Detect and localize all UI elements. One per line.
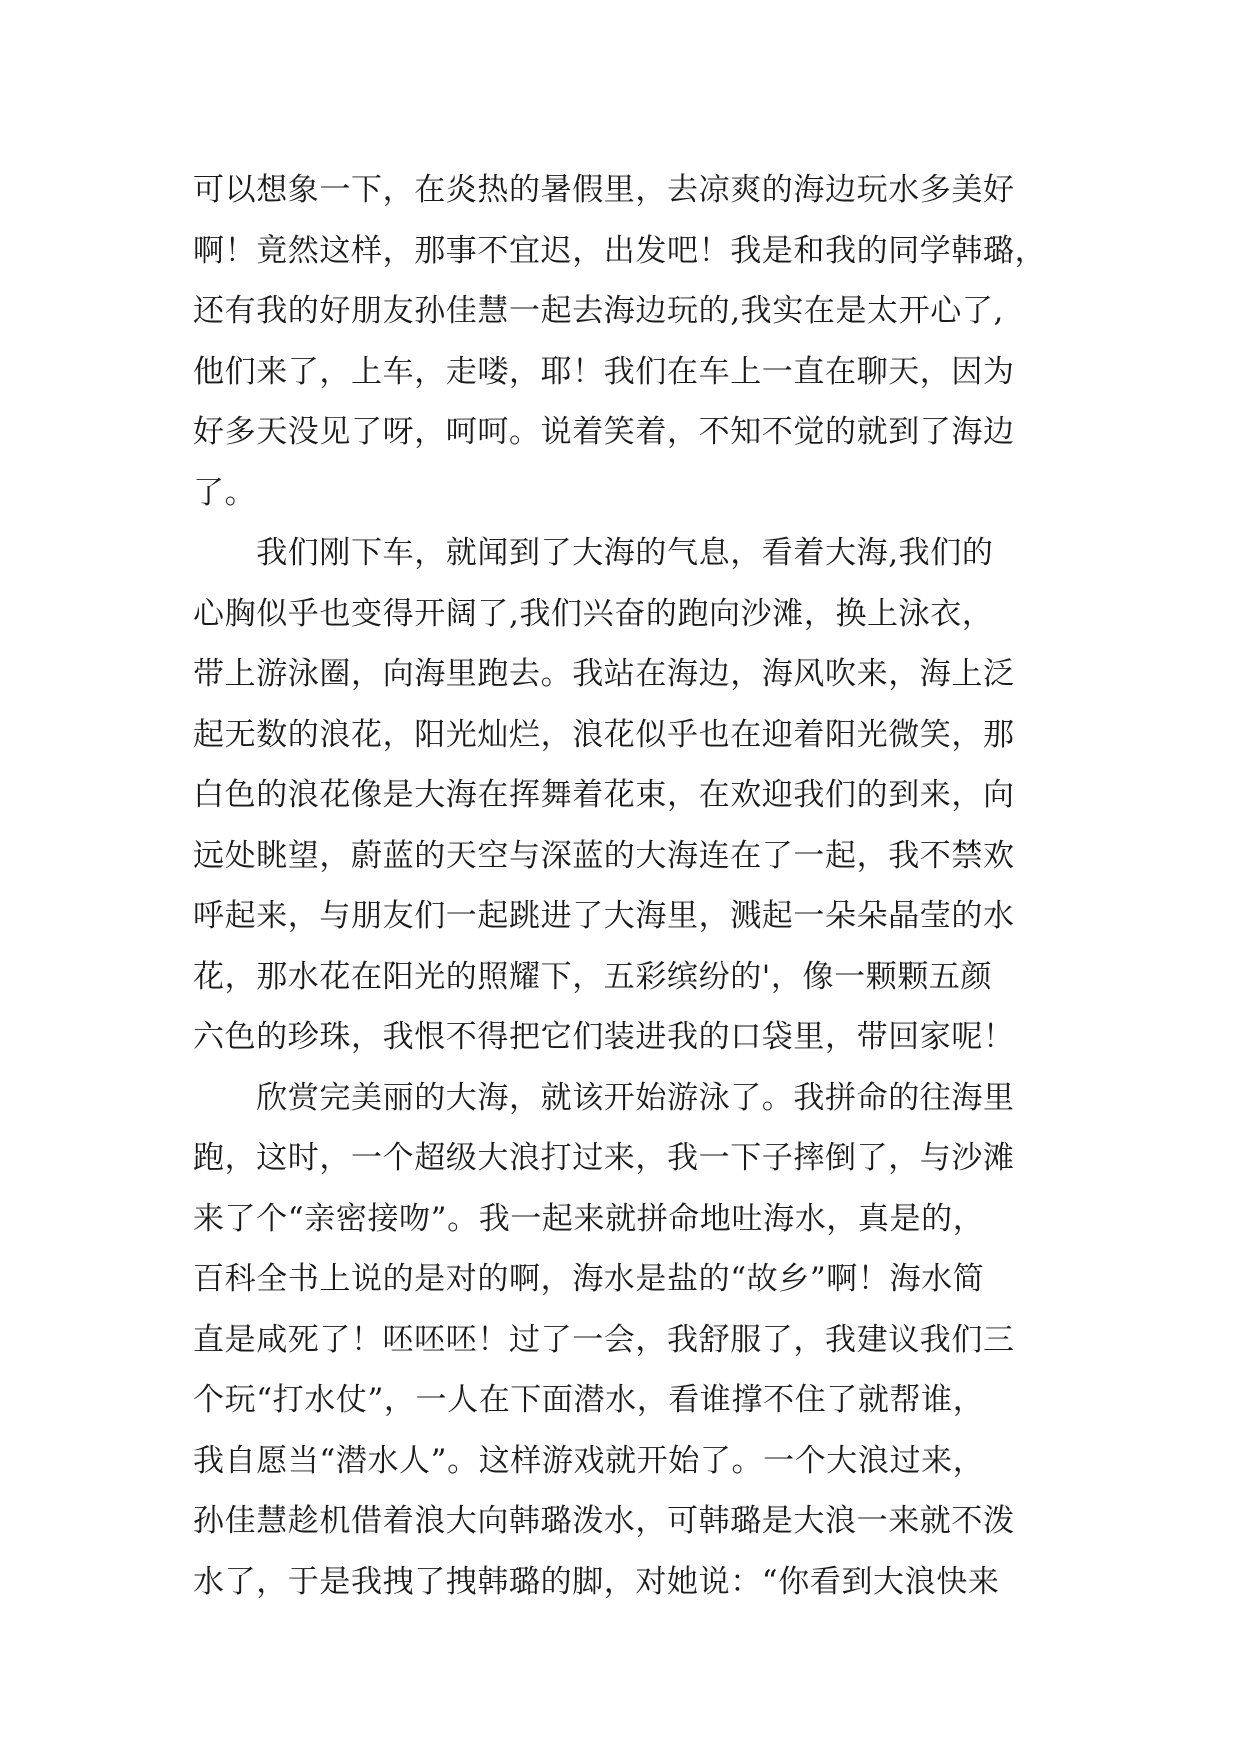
text-line: 我自愿当“潜水人”。这样游戏就开始了。一个大浪过来， <box>193 1442 985 1479</box>
text-line: 我们刚下车，就闻到了大海的气息，看着大海,我们的 <box>193 535 994 571</box>
text-line: 欣赏完美丽的大海，就该开始游泳了。我拼命的往海里 <box>193 1079 1015 1116</box>
text-line: 好多天没见了呀，呵呵。说着笑着，不知不觉的就到了海边 <box>193 414 1015 450</box>
text-line: 直是咸死了！呸呸呸！过了一会，我舒服了，我建议我们三 <box>193 1321 1015 1358</box>
text-line: 带上游泳圈，向海里跑去。我站在海边，海风吹来，海上泛 <box>193 656 1015 692</box>
text-line: 孙佳慧趁机借着浪大向韩璐泼水，可韩璐是大浪一来就不泼 <box>193 1503 1015 1539</box>
text-line: 啊！竟然这样，那事不宜迟，出发吧！我是和我的同学韩璐， <box>193 232 1047 269</box>
text-line: 心胸似乎也变得开阔了,我们兴奋的跑向沙滩，换上泳衣， <box>193 595 994 632</box>
text-line: 他们来了，上车，走喽，耶！我们在车上一直在聊天，因为 <box>193 353 1015 390</box>
text-line: 远处眺望，蔚蓝的天空与深蓝的大海连在了一起，我不禁欢 <box>193 837 1015 874</box>
text-line: 跑，这时，一个超级大浪打过来，我一下子摔倒了，与沙滩 <box>193 1140 1015 1176</box>
text-line: 花，那水花在阳光的照耀下，五彩缤纷的'，像一颗颗五颜 <box>193 958 993 995</box>
text-line: 百科全书上说的是对的啊，海水是盐的“故乡”啊！海水简 <box>193 1261 985 1297</box>
text-line: 个玩“打水仗”，一人在下面潜水，看谁撑不住了就帮谁， <box>193 1382 985 1418</box>
text-line: 呼起来，与朋友们一起跳进了大海里，溅起一朵朵晶莹的水 <box>193 898 1015 934</box>
text-line: 水了，于是我拽了拽韩璐的脚，对她说：“你看到大浪快来 <box>193 1563 1000 1600</box>
text-line: 来了个“亲密接吻”。我一起来就拼命地吐海水，真是的， <box>193 1200 985 1237</box>
body-text <box>193 160 1083 1612</box>
text-line: 还有我的好朋友孙佳慧一起去海边玩的,我实在是太开心了, <box>193 293 1004 329</box>
text-line: 了。 <box>193 474 257 511</box>
text-line: 六色的珍珠，我恨不得把它们装进我的口袋里，带回家呢！ <box>193 1019 1015 1055</box>
text-line: 白色的浪花像是大海在挥舞着花束，在欢迎我们的到来，向 <box>193 777 1015 813</box>
text-line: 起无数的浪花，阳光灿烂，浪花似乎也在迎着阳光微笑，那 <box>193 716 1015 753</box>
text-line: 可以想象一下，在炎热的暑假里，去凉爽的海边玩水多美好 <box>193 172 1015 208</box>
